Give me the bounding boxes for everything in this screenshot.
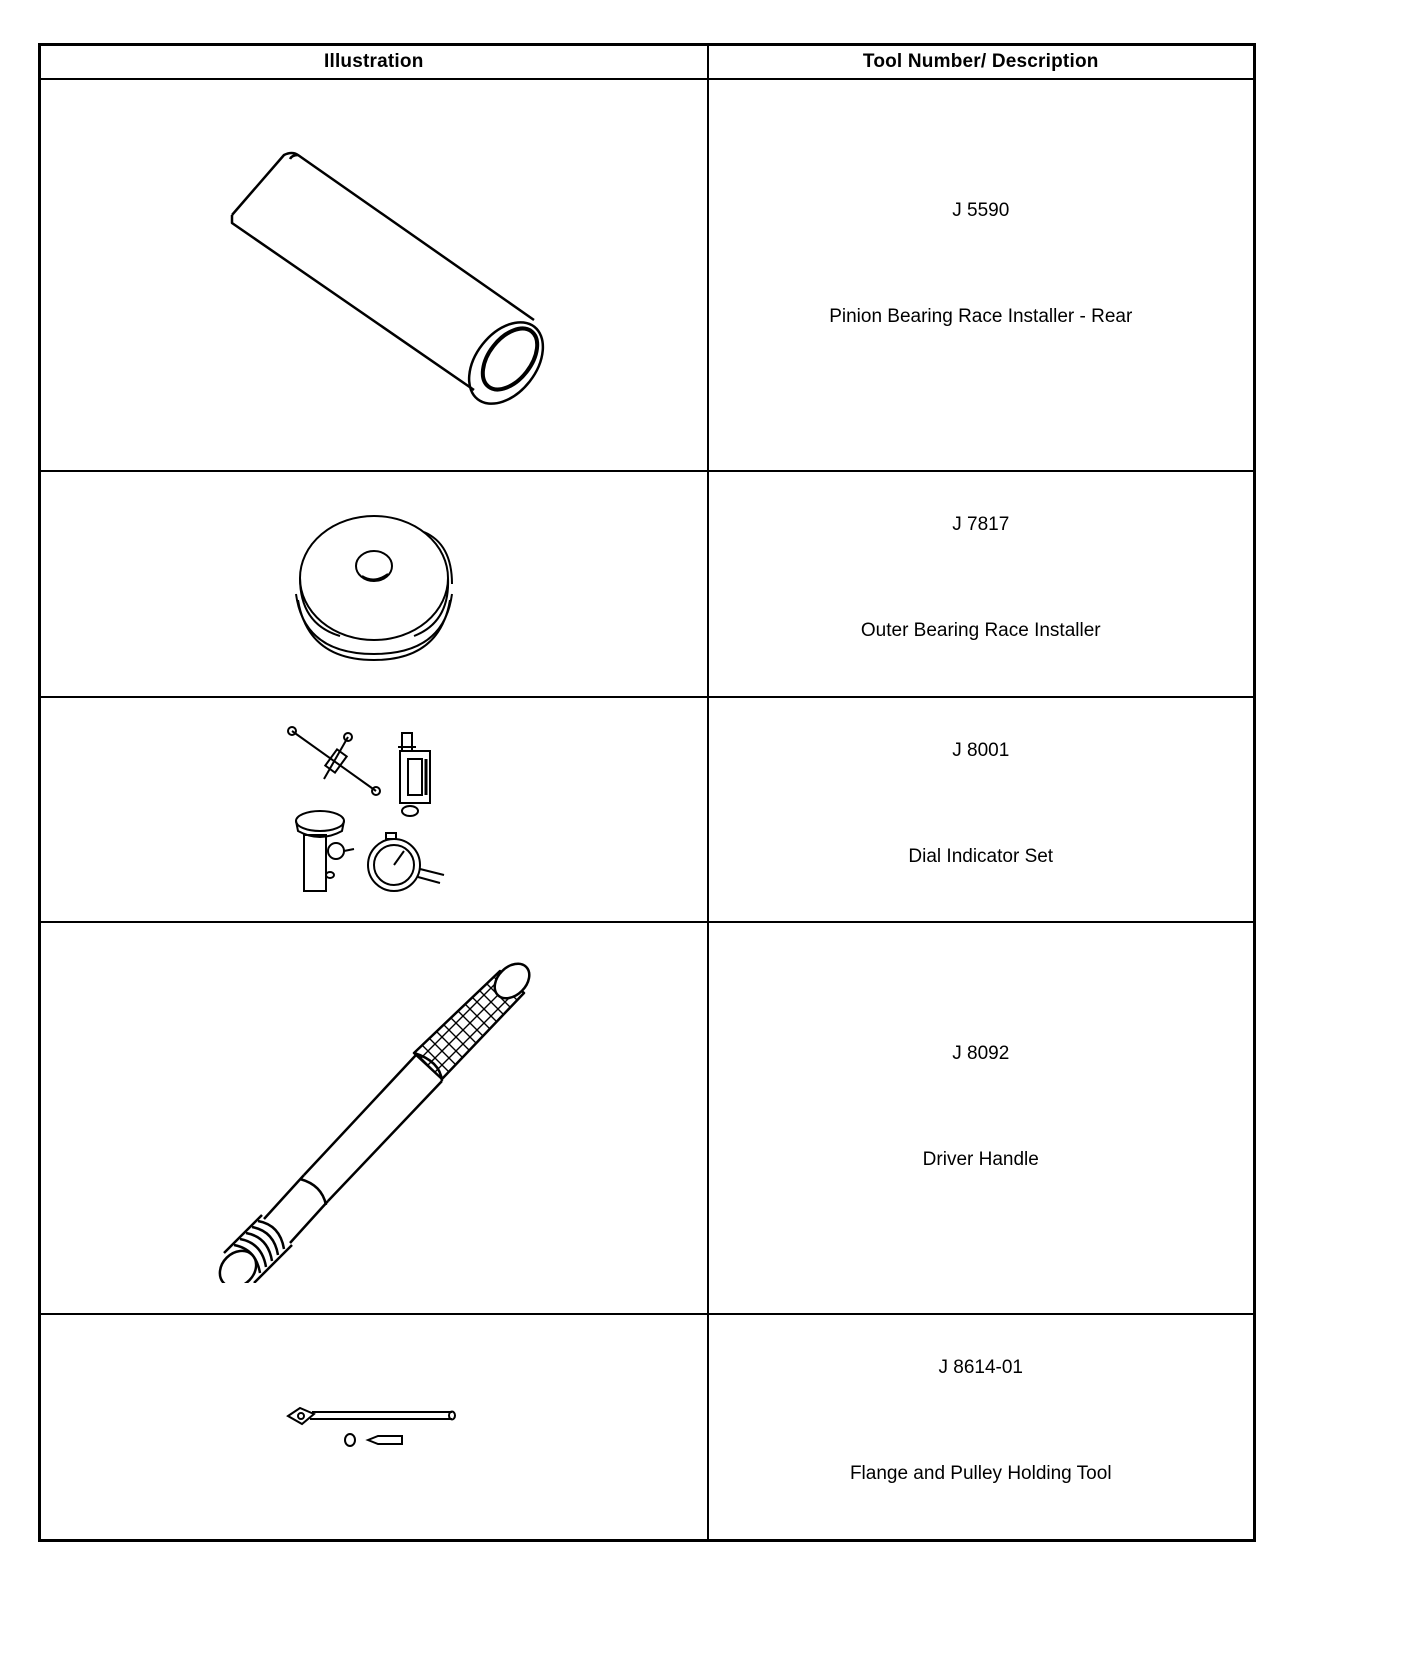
tool-number: J 7817 (952, 514, 1010, 535)
dial-indicator-set-icon (284, 725, 464, 895)
illustration-header: Illustration (40, 45, 708, 80)
tool-number: J 8614-01 (938, 1357, 1023, 1378)
driver-handle-icon (204, 953, 544, 1283)
table-row (40, 697, 1255, 922)
header-row (40, 45, 1255, 80)
cylinder-sleeve-icon (194, 125, 554, 425)
tool-description-cell (708, 922, 1255, 1314)
table-row (40, 79, 1255, 471)
tool-number: J 5590 (952, 200, 1010, 221)
illustration-cell (40, 79, 708, 471)
disc-installer-icon (274, 504, 474, 664)
tool-description: Outer Bearing Race Installer (860, 620, 1101, 641)
tool-description-cell (708, 79, 1255, 471)
tool-description-cell (708, 471, 1255, 697)
table-row (40, 471, 1255, 697)
table-row (40, 1314, 1255, 1541)
tool-description: Driver Handle (922, 1149, 1039, 1170)
tool-description: Dial Indicator Set (908, 846, 1054, 867)
tool-description-cell (708, 1314, 1255, 1541)
tool-number: J 8092 (952, 1043, 1010, 1064)
tool-description: Flange and Pulley Holding Tool (849, 1463, 1112, 1484)
illustration-cell (40, 471, 708, 697)
tool-description-cell (708, 697, 1255, 922)
table-row (40, 922, 1255, 1314)
special-tools-table (38, 43, 1256, 1542)
tool-description: Pinion Bearing Race Installer - Rear (829, 306, 1133, 327)
illustration-cell (40, 1314, 708, 1541)
tool-number: J 8001 (952, 740, 1010, 761)
illustration-cell (40, 922, 708, 1314)
holding-tool-icon (284, 1402, 464, 1452)
illustration-cell (40, 697, 708, 922)
tool-header: Tool Number/ Description (708, 45, 1255, 80)
